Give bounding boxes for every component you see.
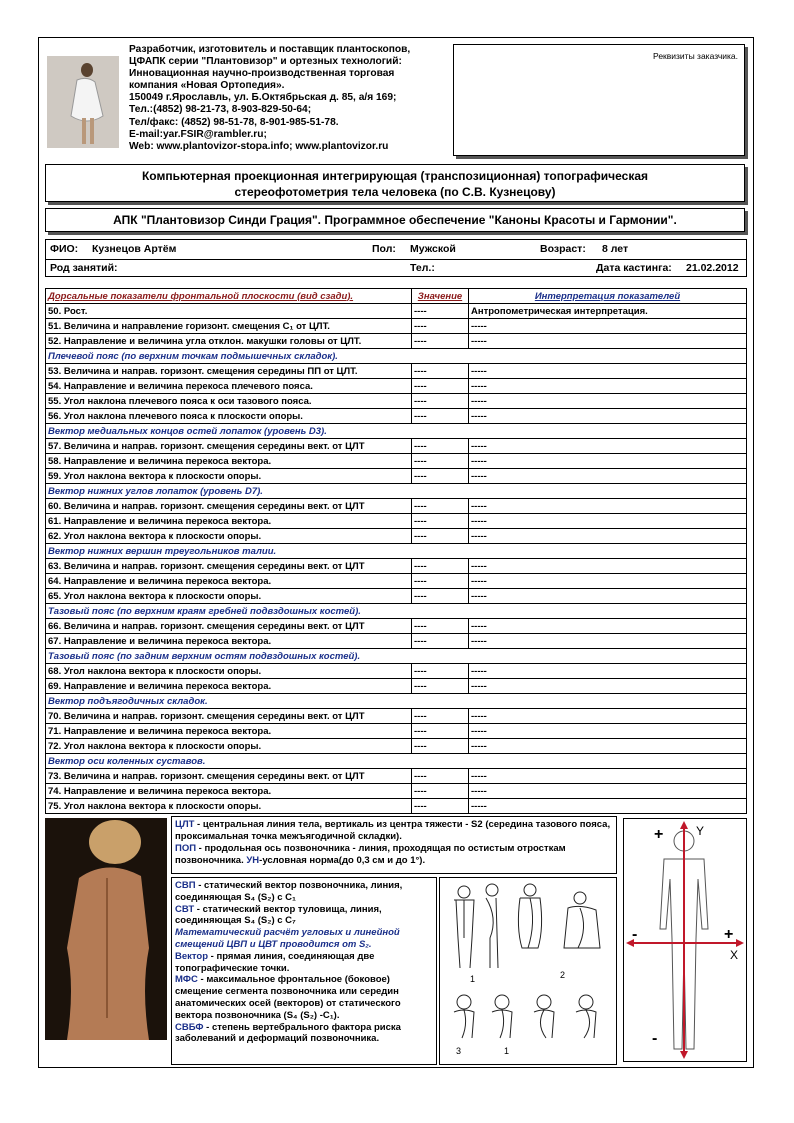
report-subtitle: АПК "Плантовизор Синди Грация". Программное обеспечение "Каноны Красоты и Гармонии".	[45, 208, 745, 232]
indicator-cell: 60. Величина и направ. горизонт. смещения середины вект. от ЦЛТ	[46, 499, 412, 514]
interpretation-cell: -----	[469, 559, 747, 574]
table-row	[46, 304, 747, 319]
section-title: Тазовый пояс (по задним верхним остям подвздошных костей).	[46, 649, 747, 664]
sketch-label: 2	[560, 970, 566, 980]
interpretation-cell: -----	[469, 364, 747, 379]
interpretation-cell: -----	[469, 529, 747, 544]
value-cell: ----	[412, 679, 469, 694]
developer-line: 150049 г.Ярославль, ул. Б.Октябрьская д. 85, а/я 169;	[129, 92, 397, 104]
interpretation-cell: -----	[469, 769, 747, 784]
value-cell: ----	[412, 619, 469, 634]
date-label: Дата кастинга:	[596, 262, 672, 274]
table-row	[46, 574, 747, 589]
value-cell: ----	[412, 304, 469, 319]
mfs-text: - максимальное фронтальное (боковое) смещение сегмента позвоночника или середин анатомических осей (векторов) от статического вектора позвоночника (S₄ (S₂) -C₁).	[175, 974, 401, 1021]
interpretation-cell: -----	[469, 724, 747, 739]
title-line: Компьютерная проекционная интегрирующая (транспозиционная) топографическая	[141, 169, 648, 183]
arrow-up-icon	[680, 821, 688, 829]
table-row	[46, 769, 747, 784]
table-row	[46, 364, 747, 379]
report-title	[45, 164, 745, 202]
value-cell: ----	[412, 529, 469, 544]
arrow-right-icon	[736, 939, 744, 947]
interpretation-cell: -----	[469, 739, 747, 754]
interpretation-cell: -----	[469, 514, 747, 529]
section-title: Вектор подъягодичных складок.	[46, 694, 747, 709]
header-interpretation: Интерпретация показателей	[469, 289, 747, 304]
table-row	[46, 409, 747, 424]
sketch-figure	[454, 886, 474, 968]
indicator-cell: 57. Величина и направ. горизонт. смещения середины вект. от ЦЛТ	[46, 439, 412, 454]
section-title: Вектор нижних углов лопаток (уровень D7).	[46, 484, 747, 499]
indicator-cell: 74. Направление и величина перекоса вектора.	[46, 784, 412, 799]
table-section-row	[46, 349, 747, 364]
indicator-cell: 56. Угол наклона плечевого пояса к плоскости опоры.	[46, 409, 412, 424]
svt-term: СВТ	[175, 903, 195, 915]
date-value: 21.02.2012	[686, 262, 739, 274]
interpretation-cell: -----	[469, 619, 747, 634]
table-section-row	[46, 484, 747, 499]
clt-text: - центральная линия тела, вертикаль из центра тяжести - S2 (середина тазового пояса, проксимальная точка межъягодичной складки).	[175, 819, 611, 842]
age-value: 8 лет	[602, 243, 629, 255]
interpretation-cell: -----	[469, 784, 747, 799]
indicator-cell: 64. Направление и величина перекоса вектора.	[46, 574, 412, 589]
patient-info	[45, 239, 747, 277]
developer-line: Инновационная научно-производственная торговая	[129, 68, 395, 80]
indicator-cell: 67. Направление и величина перекоса вектора.	[46, 634, 412, 649]
interpretation-cell: Антропометрическая интерпретация.	[469, 304, 747, 319]
developer-line: Тел.:(4852) 98-21-73, 8-903-829-50-64;	[129, 104, 312, 116]
developer-line: Тел/факс: (4852) 98-51-78, 8-901-985-51-78.	[129, 116, 339, 128]
interpretation-cell: -----	[469, 709, 747, 724]
table-row	[46, 379, 747, 394]
table-section-row	[46, 424, 747, 439]
table-row	[46, 394, 747, 409]
indicator-cell: 61. Направление и величина перекоса вектора.	[46, 514, 412, 529]
phone-label: Тел.:	[410, 262, 435, 274]
legend-definitions-bottom	[171, 877, 437, 1065]
interpretation-cell: -----	[469, 574, 747, 589]
occupation-label: Род занятий:	[50, 262, 118, 274]
developer-line: Web: www.plantovizor-stopa.info; www.plantovizor.ru	[129, 140, 389, 152]
minus-bottom-label: -	[652, 1030, 658, 1047]
interpretation-cell: -----	[469, 799, 747, 814]
value-cell: ----	[412, 409, 469, 424]
table-row	[46, 784, 747, 799]
value-cell: ----	[412, 469, 469, 484]
legend-definitions-top	[171, 816, 617, 874]
indicator-cell: 71. Направление и величина перекоса вектора.	[46, 724, 412, 739]
svbf-term: СВБФ	[175, 1021, 204, 1033]
interpretation-cell: -----	[469, 319, 747, 334]
interpretation-cell: -----	[469, 469, 747, 484]
un-text: -условная норма(до 0,3 см и до 1°).	[259, 855, 426, 866]
sex-value: Мужской	[410, 243, 456, 255]
section-title: Вектор оси коленных суставов.	[46, 754, 747, 769]
table-section-row	[46, 544, 747, 559]
section-title: Плечевой пояс (по верхним точкам подмышечных складок).	[46, 349, 747, 364]
value-cell: ----	[412, 559, 469, 574]
table-row	[46, 529, 747, 544]
table-row	[46, 739, 747, 754]
report-page	[38, 37, 754, 1068]
sketch-figure	[576, 995, 596, 1038]
table-row	[46, 514, 747, 529]
value-cell: ----	[412, 499, 469, 514]
indicator-cell: 66. Величина и направ. горизонт. смещения середины вект. от ЦЛТ	[46, 619, 412, 634]
sketch-label: 3	[456, 1046, 462, 1056]
table-row	[46, 499, 747, 514]
indicator-cell: 54. Направление и величина перекоса плечевого пояса.	[46, 379, 412, 394]
interpretation-cell: -----	[469, 499, 747, 514]
indicator-cell: 52. Направление и величина угла отклон. макушки головы от ЦЛТ.	[46, 334, 412, 349]
indicator-cell: 62. Угол наклона вектора к плоскости опоры.	[46, 529, 412, 544]
indicator-cell: 50. Рост.	[46, 304, 412, 319]
value-cell: ----	[412, 334, 469, 349]
age-label: Возраст:	[540, 243, 586, 255]
indicators-table	[45, 288, 747, 814]
header-photo	[47, 56, 119, 148]
svt-text: - статический вектор туловища, линия, соединяющая S₄ (S₂) с C₇	[175, 903, 382, 927]
interpretation-cell: -----	[469, 679, 747, 694]
table-section-row	[46, 604, 747, 619]
indicator-cell: 72. Угол наклона вектора к плоскости опоры.	[46, 739, 412, 754]
arrow-down-icon	[680, 1051, 688, 1059]
value-cell: ----	[412, 709, 469, 724]
sketch-label: 1	[504, 1046, 510, 1056]
fio-value: Кузнецов Артём	[92, 243, 177, 255]
sex-label: Пол:	[372, 243, 396, 255]
indicator-cell: 51. Величина и направление горизонт. смещения С₁ от ЦЛТ.	[46, 319, 412, 334]
header-indicators: Дорсальные показатели фронтальной плоскости (вид сзади).	[46, 289, 412, 304]
indicator-cell: 53. Величина и направ. горизонт. смещения середины ПП от ЦЛТ.	[46, 364, 412, 379]
table-row	[46, 724, 747, 739]
spine-sketches	[439, 877, 617, 1065]
table-row	[46, 679, 747, 694]
developer-line: компания «Новая Ортопедия».	[129, 80, 285, 92]
sketch-figure	[454, 995, 474, 1038]
value-cell: ----	[412, 634, 469, 649]
developer-info	[129, 44, 451, 162]
developer-line: E-mail:yar.FSIR@rambler.ru;	[129, 128, 267, 140]
customer-requisites-box	[453, 44, 745, 156]
section-title: Тазовый пояс (по верхним краям гребней подвздошных костей).	[46, 604, 747, 619]
table-row	[46, 334, 747, 349]
table-row	[46, 319, 747, 334]
svp-term: СВП	[175, 880, 196, 891]
value-cell: ----	[412, 574, 469, 589]
requisites-label: Реквизиты заказчика.	[653, 51, 738, 61]
sketch-figure	[518, 884, 541, 948]
plus-right-label: +	[724, 926, 734, 943]
indicator-cell: 69. Направление и величина перекоса вектора.	[46, 679, 412, 694]
indicator-cell: 75. Угол наклона вектора к плоскости опоры.	[46, 799, 412, 814]
x-axis-label: X	[730, 948, 739, 962]
interpretation-cell: -----	[469, 589, 747, 604]
table-header-row	[46, 289, 747, 304]
section-title: Вектор медиальных концов остей лопаток (уровень D3).	[46, 424, 747, 439]
value-cell: ----	[412, 394, 469, 409]
value-cell: ----	[412, 364, 469, 379]
value-cell: ----	[412, 319, 469, 334]
plus-left-label: +	[654, 826, 664, 843]
table-row	[46, 469, 747, 484]
interpretation-cell: -----	[469, 634, 747, 649]
value-cell: ----	[412, 769, 469, 784]
patient-info-row	[46, 240, 746, 260]
interpretation-cell: -----	[469, 394, 747, 409]
developer-line: ЦФАПК серии "Плантовизор" и ортезных технологий:	[129, 56, 402, 68]
table-section-row	[46, 649, 747, 664]
indicator-cell: 65. Угол наклона вектора к плоскости опоры.	[46, 589, 412, 604]
table-section-row	[46, 754, 747, 769]
interpretation-cell: -----	[469, 454, 747, 469]
interpretation-cell: -----	[469, 379, 747, 394]
table-row	[46, 709, 747, 724]
svp-text: - статический вектор позвоночника, линия, соединяющая S₄ (S₂) с C₁	[175, 880, 403, 903]
value-cell: ----	[412, 514, 469, 529]
y-axis-label: Y	[696, 824, 705, 838]
sketch-figure	[534, 995, 554, 1038]
patient-info-row	[46, 259, 746, 278]
back-photo	[45, 818, 167, 1040]
table-row	[46, 619, 747, 634]
value-cell: ----	[412, 454, 469, 469]
un-term: УН	[246, 855, 260, 866]
value-cell: ----	[412, 379, 469, 394]
indicator-cell: 68. Угол наклона вектора к плоскости опоры.	[46, 664, 412, 679]
value-cell: ----	[412, 739, 469, 754]
pop-text: - продольная ось позвоночника - линия, проходящая по остистым отросткам позвоночника.	[175, 843, 566, 866]
table-row	[46, 559, 747, 574]
title-line: стереофотометрия тела человека (по С.В. Кузнецову)	[234, 185, 556, 199]
svbf-text: - степень вертебрального фактора риска заболеваний и деформаций позвоночника.	[175, 1021, 401, 1045]
indicator-cell: 73. Величина и направ. горизонт. смещения середины вект. от ЦЛТ	[46, 769, 412, 784]
math-note: Математический расчёт угловых и линейной смещений ЦВП и ЦВТ проводится от S₂.	[175, 927, 400, 950]
indicator-cell: 55. Угол наклона плечевого пояса к оси тазового пояса.	[46, 394, 412, 409]
table-row	[46, 799, 747, 814]
sketch-figure	[492, 995, 512, 1038]
value-cell: ----	[412, 589, 469, 604]
value-cell: ----	[412, 724, 469, 739]
vector-text: - прямая линия, соединяющая две топографические точки.	[175, 950, 375, 974]
header-value: Значение	[412, 289, 469, 304]
indicator-cell: 58. Направление и величина перекоса вектора.	[46, 454, 412, 469]
table-section-row	[46, 694, 747, 709]
value-cell: ----	[412, 784, 469, 799]
interpretation-cell: -----	[469, 334, 747, 349]
table-row	[46, 634, 747, 649]
sketch-figure	[486, 884, 498, 968]
fio-label: ФИО:	[50, 243, 79, 255]
minus-left-label: -	[632, 926, 638, 943]
value-cell: ----	[412, 439, 469, 454]
indicator-cell: 59. Угол наклона вектора к плоскости опоры.	[46, 469, 412, 484]
clt-term: ЦЛТ	[175, 819, 195, 830]
interpretation-cell: -----	[469, 664, 747, 679]
sketch-label: 1	[470, 974, 476, 984]
table-row	[46, 454, 747, 469]
developer-line: Разработчик, изготовитель и поставщик плантоскопов,	[129, 44, 411, 55]
vector-term: Вектор	[175, 950, 209, 962]
indicator-cell: 63. Величина и направ. горизонт. смещения середины вект. от ЦЛТ	[46, 559, 412, 574]
mfs-term: МФС	[175, 974, 198, 986]
interpretation-cell: -----	[469, 409, 747, 424]
table-row	[46, 589, 747, 604]
table-body	[46, 304, 747, 814]
axis-figure	[623, 818, 747, 1062]
interpretation-cell: -----	[469, 439, 747, 454]
table-row	[46, 664, 747, 679]
table-row	[46, 439, 747, 454]
pop-term: ПОП	[175, 843, 197, 854]
sketch-figure	[564, 892, 600, 948]
value-cell: ----	[412, 664, 469, 679]
indicator-cell: 70. Величина и направ. горизонт. смещения середины вект. от ЦЛТ	[46, 709, 412, 724]
section-title: Вектор нижних вершин треугольников талии.	[46, 544, 747, 559]
value-cell: ----	[412, 799, 469, 814]
